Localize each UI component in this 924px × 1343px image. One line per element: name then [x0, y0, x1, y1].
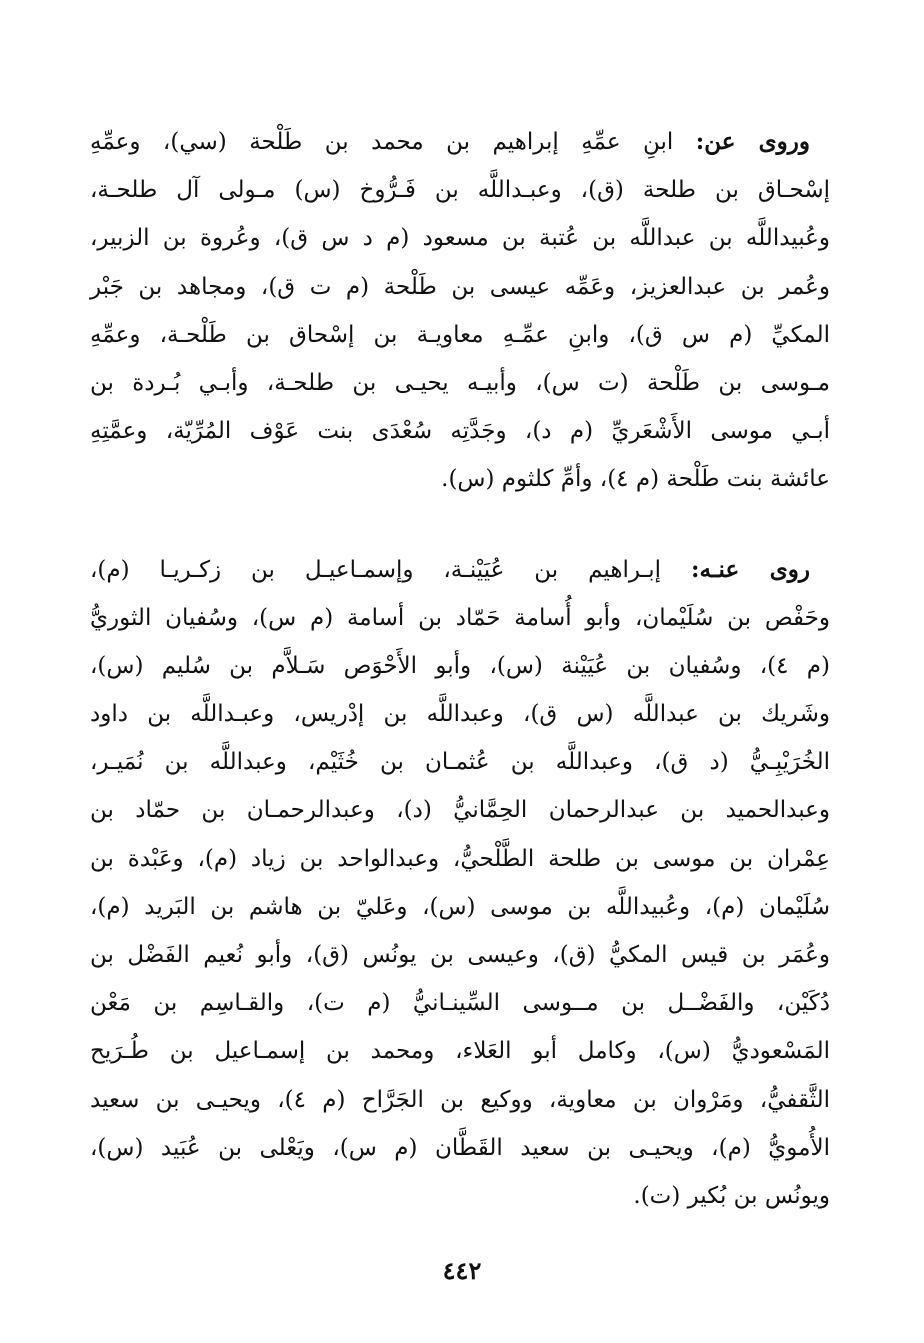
text-line: إسْحـاق بن طلحة (ق)، وعبـداللَّه بن فَـرُّوخ (س) مـولى آل طلحـة، [90, 177, 830, 204]
text-line: وشَريك بن عبداللَّه (س ق)، وعبداللَّه بن إدْريس، وعبـداللَّه بن داود [90, 701, 830, 728]
text-line: المَسْعوديُّ (س)، وكامل أبو العَلاء، ومحمد بن إسمـاعيل بن طُـرَيح [90, 1038, 830, 1065]
text-line: الثَّقفيُّ، ومَرْوان بن معاوية، ووكيع بن الجَرَّاح (م ٤)، ويحيـى بن سعيد [90, 1086, 830, 1113]
text-line [90, 546, 830, 594]
section-label: وروى عن: [695, 128, 810, 155]
text-line [90, 118, 830, 166]
text-line: مـوسى بن طَلْحة (ت س)، وأبيـه يحيـى بن طلحـة، وأبـي بُـردة بن [90, 369, 830, 396]
text-line: دُكَيْن، والفَضْــل بن مــوسى السِّينـانيُّ (م ت)، والقـاسِم بن مَعْن [90, 990, 830, 1017]
text-line: وعُبيداللَّه بن عبداللَّه بن عُتبة بن مسعود (م د س ق)، وعُروة بن الزبير، [90, 225, 830, 252]
line-text: ابنِ عمِّهِ إبراهيم بن محمد بن طَلْحة (سي)، وعمِّهِ [90, 129, 674, 155]
page-number: ٤٤٢ [442, 1256, 482, 1285]
narrated-from-section [90, 118, 830, 504]
text-line: وعُمَر بن قيس المكيُّ (ق)، وعيسى بن يونُس (ق)، وأبو نُعيم الفَضْل بن [90, 942, 830, 968]
text-line: المكيِّ (م س ق)، وابنِ عمِّـهِ معاويـة بن إسْحاق بن طَلْحـة، وعمِّهِ [90, 321, 830, 348]
text-line: ويونُس بن بُكير (ت). [633, 1182, 830, 1209]
text-line: عائشة بنت طَلْحة (م ٤)، وأمِّ كلثوم (س). [441, 466, 830, 493]
text-line: وعُمر بن عبدالعزيز، وعَمِّه عيسى بن طَلْحة (م ت ق)، ومجاهد بن جَبْر [90, 273, 830, 300]
text-line: وحَفْص بن سُلَيْمان، وأبو أُسامة حَمّاد بن أسامة (م س)، وسُفيان الثوريُّ [90, 604, 830, 631]
text-line: سُلَيْمان (م)، وعُبيداللَّه بن موسى (س)، وعَليّ بن هاشم بن البَريد (م)، [90, 893, 830, 920]
text-line: الأُمويُّ (م)، ويحيـى بن سعيد القَطَّان (م س)، ويَعْلى بن عُبَيد (س)، [90, 1134, 830, 1161]
section-label: روى عنـه: [690, 555, 811, 583]
text-line: وعبدالحميد بن عبدالرحمان الحِمَّانيُّ (د)، وعبدالرحمـان بن حمّاد بن [90, 797, 830, 824]
text-line: عِمْران بن موسى بن طلحة الطَّلْحيُّ، وعبدالواحد بن زياد (م)، وعَبْدة بن [90, 845, 830, 872]
text-line: الخُرَيْبِـيُّ (د ق)، وعبداللَّه بن عُثمـان بن خُثَيْم، وعبداللَّه بن نُمَيـر، [90, 749, 830, 776]
text-line: أبـي موسى الأَشْعَريِّ (م د)، وجَدَّتِه سُعْدَى بنت عَوْف المُرِّيّة، وعمَّتِهِ [90, 418, 830, 445]
narrated-by-section [90, 546, 830, 1221]
document-page [90, 118, 830, 1220]
line-text: إبـراهيم بن عُيَيْنـة، وإسمـاعيـل بن زكـريـا (م)، [90, 556, 662, 583]
text-line: (م ٤)، وسُفيان بن عُيَيْنة (س)، وأبو الأَحْوَص سَـلاَّم بن سُليم (س)، [90, 652, 830, 679]
